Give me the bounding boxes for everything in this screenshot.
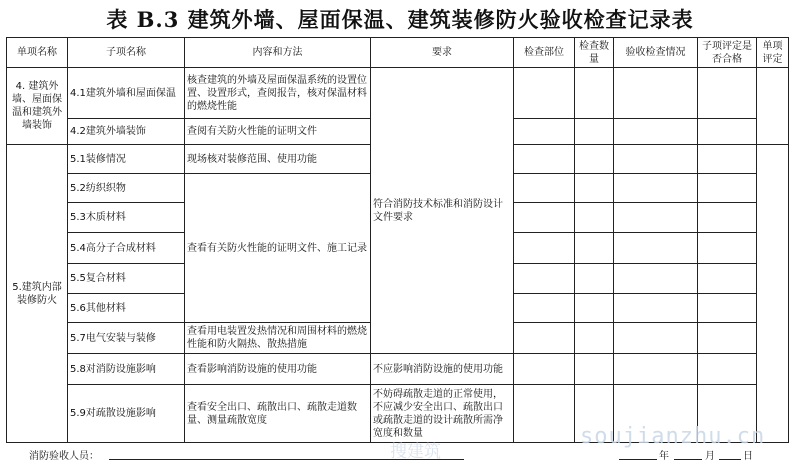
check-quantity-cell[interactable] [575, 145, 614, 174]
acceptance-cell[interactable] [614, 145, 698, 174]
header-acceptance: 验收检查情况 [614, 38, 698, 68]
sub-eval-cell[interactable] [698, 145, 757, 174]
header-check-location: 检查部位 [514, 38, 575, 68]
header-sub-eval: 子项评定是否合格 [698, 38, 757, 68]
sub-eval-cell[interactable] [698, 233, 757, 264]
sub-item-cell: 5.4高分子合成材料 [68, 233, 185, 264]
check-location-cell[interactable] [514, 354, 575, 385]
header-unit-eval: 单项评定 [757, 38, 789, 68]
check-quantity-cell[interactable] [575, 323, 614, 354]
check-location-cell[interactable] [514, 119, 575, 145]
year-label: 年 [659, 451, 669, 462]
content-cell: 核查建筑的外墙及屋面保温系统的设置位置、设置形式，查阅报告，核对保温材料的燃烧性能 [185, 68, 371, 119]
requirement-cell: 不妨碍疏散走道的正常使用，不应减少安全出口、疏散出口或疏散走道的设计疏散所需净宽度和数量 [371, 385, 514, 443]
table-row [7, 68, 789, 119]
content-cell: 查看影响消防设施的使用功能 [185, 354, 371, 385]
month-label: 月 [705, 451, 715, 462]
acceptance-cell[interactable] [614, 323, 698, 354]
sub-item-cell: 5.7电气安装与装修 [68, 323, 185, 354]
content-cell: 查阅有关防火性能的证明文件 [185, 119, 371, 145]
check-quantity-cell[interactable] [575, 354, 614, 385]
check-quantity-cell[interactable] [575, 203, 614, 233]
check-location-cell[interactable] [514, 174, 575, 203]
header-row [7, 38, 789, 68]
sub-item-cell: 5.5复合材料 [68, 264, 185, 294]
check-quantity-cell[interactable] [575, 294, 614, 323]
sub-eval-cell[interactable] [698, 323, 757, 354]
header-unit-item: 单项名称 [7, 38, 68, 68]
sub-item-cell: 5.6其他材料 [68, 294, 185, 323]
check-location-cell[interactable] [514, 233, 575, 264]
sub-item-cell: 5.1装修情况 [68, 145, 185, 174]
month-blank[interactable] [674, 459, 702, 460]
sub-eval-cell[interactable] [698, 203, 757, 233]
inspector-label: 消防验收人员： [29, 451, 99, 462]
check-location-cell[interactable] [514, 203, 575, 233]
sub-item-cell: 4.2建筑外墙装饰 [68, 119, 185, 145]
sub-eval-cell[interactable] [698, 294, 757, 323]
group-cell-5: 5.建筑内部装修防火 [7, 145, 68, 443]
header-sub-item: 子项名称 [68, 38, 185, 68]
year-blank[interactable] [619, 459, 657, 460]
watermark: soujianzhu.cn [580, 424, 766, 449]
requirement-cell: 不应影响消防设施的使用功能 [371, 354, 514, 385]
inspector-signature-line[interactable] [109, 459, 464, 460]
requirement-merged-cell: 符合消防技术标准和消防设计文件要求 [371, 68, 514, 354]
acceptance-cell[interactable] [614, 174, 698, 203]
sub-eval-cell[interactable] [698, 354, 757, 385]
header-content: 内容和方法 [185, 38, 371, 68]
sub-eval-cell[interactable] [698, 174, 757, 203]
sub-item-cell: 5.2纺织织物 [68, 174, 185, 203]
check-quantity-cell[interactable] [575, 233, 614, 264]
check-quantity-cell[interactable] [575, 68, 614, 119]
content-cell: 现场核对装修范围、使用功能 [185, 145, 371, 174]
content-merged-cell: 查看有关防火性能的证明文件、施工记录 [185, 174, 371, 323]
sub-item-cell: 5.8对消防设施影响 [68, 354, 185, 385]
check-quantity-cell[interactable] [575, 119, 614, 145]
unit-eval-cell-5[interactable] [757, 145, 789, 443]
acceptance-cell[interactable] [614, 294, 698, 323]
content-cell: 查看用电装置发热情况和周围材料的燃烧性能和防火隔热、散热措施 [185, 323, 371, 354]
check-quantity-cell[interactable] [575, 264, 614, 294]
check-quantity-cell[interactable] [575, 174, 614, 203]
sub-item-cell: 4.1建筑外墙和屋面保温 [68, 68, 185, 119]
day-label: 日 [743, 451, 753, 462]
header-requirement: 要求 [371, 38, 514, 68]
inspection-record-table [6, 37, 789, 443]
acceptance-cell[interactable] [614, 233, 698, 264]
group-cell-4: 4. 建筑外墙、屋面保温和建筑外墙装饰 [7, 68, 68, 145]
sub-item-cell: 5.3木质材料 [68, 203, 185, 233]
acceptance-cell[interactable] [614, 354, 698, 385]
check-location-cell[interactable] [514, 323, 575, 354]
sub-item-cell: 5.9对疏散设施影响 [68, 385, 185, 443]
day-blank[interactable] [719, 459, 741, 460]
check-location-cell[interactable] [514, 264, 575, 294]
check-location-cell[interactable] [514, 385, 575, 443]
sub-eval-cell[interactable] [698, 119, 757, 145]
sub-eval-cell[interactable] [698, 68, 757, 119]
acceptance-cell[interactable] [614, 119, 698, 145]
page-title: 表 B.3 建筑外墙、屋面保温、建筑装修防火验收检查记录表 [106, 7, 694, 32]
signature-footer [29, 447, 789, 463]
acceptance-cell[interactable] [614, 264, 698, 294]
check-location-cell[interactable] [514, 68, 575, 119]
table-row [7, 354, 789, 385]
header-check-quantity: 检查数量 [575, 38, 614, 68]
check-location-cell[interactable] [514, 294, 575, 323]
sub-eval-cell[interactable] [698, 264, 757, 294]
acceptance-cell[interactable] [614, 68, 698, 119]
unit-eval-cell-4[interactable] [757, 68, 789, 145]
content-cell: 查看安全出口、疏散出口、疏散走道数量、测量疏散宽度 [185, 385, 371, 443]
check-location-cell[interactable] [514, 145, 575, 174]
acceptance-cell[interactable] [614, 203, 698, 233]
watermark-cn: 搜建筑 [390, 442, 441, 462]
